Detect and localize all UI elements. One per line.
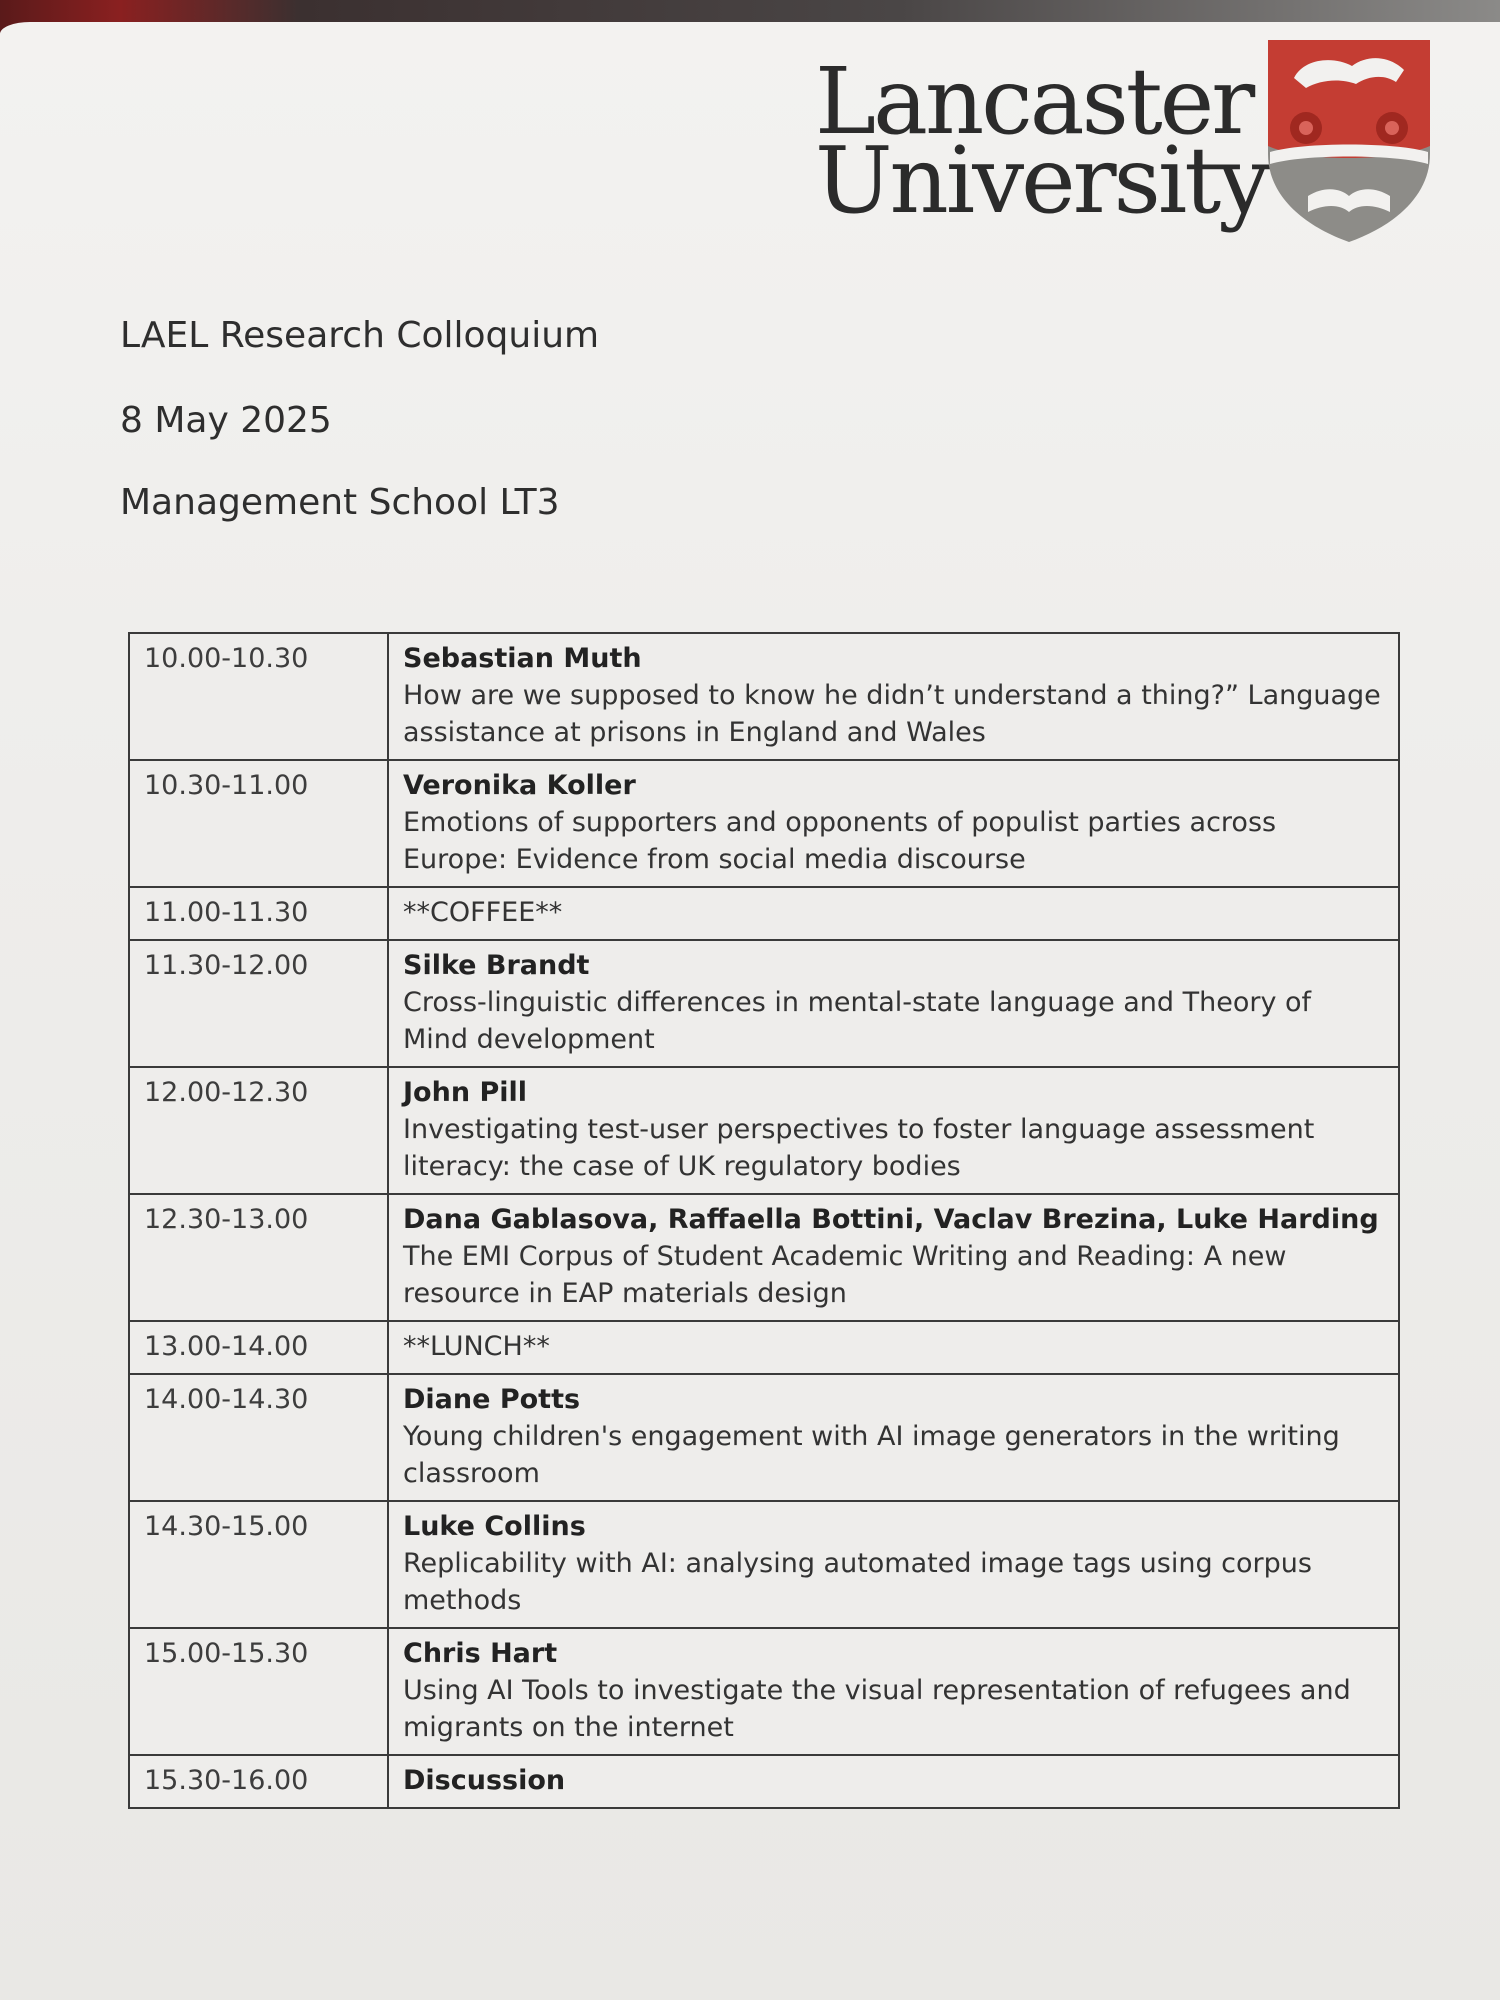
schedule-time: 11.00-11.30 [129,887,388,940]
talk-title: **LUNCH** [403,1331,550,1362]
schedule-session [388,940,1399,1067]
schedule-session [388,633,1399,760]
schedule-session [388,760,1399,887]
schedule-time: 12.30-13.00 [129,1194,388,1321]
schedule-time: 15.30-16.00 [129,1755,388,1808]
schedule-row [129,633,1399,760]
event-date: 8 May 2025 [120,400,332,441]
speaker-name: John Pill [403,1077,527,1108]
schedule-row [129,940,1399,1067]
schedule-time: 13.00-14.00 [129,1321,388,1374]
schedule-session [388,1501,1399,1628]
schedule-row [129,887,1399,940]
schedule-row [129,1194,1399,1321]
talk-title: Young children's engagement with AI image generators in the writing classroom [403,1421,1340,1489]
schedule-body [129,633,1399,1808]
schedule-row [129,1755,1399,1808]
talk-title: Using AI Tools to investigate the visual representation of refugees and migrants on the internet [403,1675,1351,1743]
schedule-time: 12.00-12.30 [129,1067,388,1194]
speaker-name: Silke Brandt [403,950,590,981]
speaker-name: Chris Hart [403,1638,558,1669]
talk-title: Emotions of supporters and opponents of populist parties across Europe: Evidence from social media discourse [403,807,1277,875]
talk-title: How are we supposed to know he didn’t understand a thing?” Language assistance at prisons in England and Wales [403,680,1381,748]
schedule-session [388,1321,1399,1374]
schedule-session [388,887,1399,940]
university-logo-text [815,48,1268,235]
talk-title: Replicability with AI: analysing automated image tags using corpus methods [403,1548,1312,1616]
speaker-name: Luke Collins [403,1511,586,1542]
university-crest-icon [1264,36,1434,246]
speaker-name: Discussion [403,1765,566,1796]
schedule-row [129,1067,1399,1194]
talk-title: The EMI Corpus of Student Academic Writing and Reading: A new resource in EAP materials design [403,1241,1287,1309]
schedule-row [129,760,1399,887]
schedule-time: 11.30-12.00 [129,940,388,1067]
schedule-time: 10.00-10.30 [129,633,388,760]
talk-title: Cross-linguistic differences in mental-state language and Theory of Mind development [403,987,1312,1055]
schedule-time: 15.00-15.30 [129,1628,388,1755]
speaker-name: Diane Potts [403,1384,581,1415]
logo-line-2: University [815,127,1268,235]
schedule-session [388,1628,1399,1755]
schedule-row [129,1374,1399,1501]
event-title: LAEL Research Colloquium [120,315,600,356]
schedule-session [388,1194,1399,1321]
schedule-session [388,1067,1399,1194]
event-venue: Management School LT3 [120,482,560,523]
speaker-name: Veronika Koller [403,770,636,801]
talk-title: Investigating test-user perspectives to foster language assessment literacy: the case of UK regulatory bodies [403,1114,1315,1182]
speaker-name: Dana Gablasova, Raffaella Bottini, Vaclav Brezina, Luke Harding [403,1204,1379,1235]
schedule-time: 10.30-11.00 [129,760,388,887]
schedule-row [129,1321,1399,1374]
speaker-name: Sebastian Muth [403,643,642,674]
schedule-row [129,1628,1399,1755]
schedule-time: 14.30-15.00 [129,1501,388,1628]
talk-title: **COFFEE** [403,897,563,928]
schedule-time: 14.00-14.30 [129,1374,388,1501]
schedule-session [388,1374,1399,1501]
schedule-session [388,1755,1399,1808]
schedule-row [129,1501,1399,1628]
schedule-table [128,632,1400,1809]
logo-line-1: Lancaster [815,48,1253,155]
